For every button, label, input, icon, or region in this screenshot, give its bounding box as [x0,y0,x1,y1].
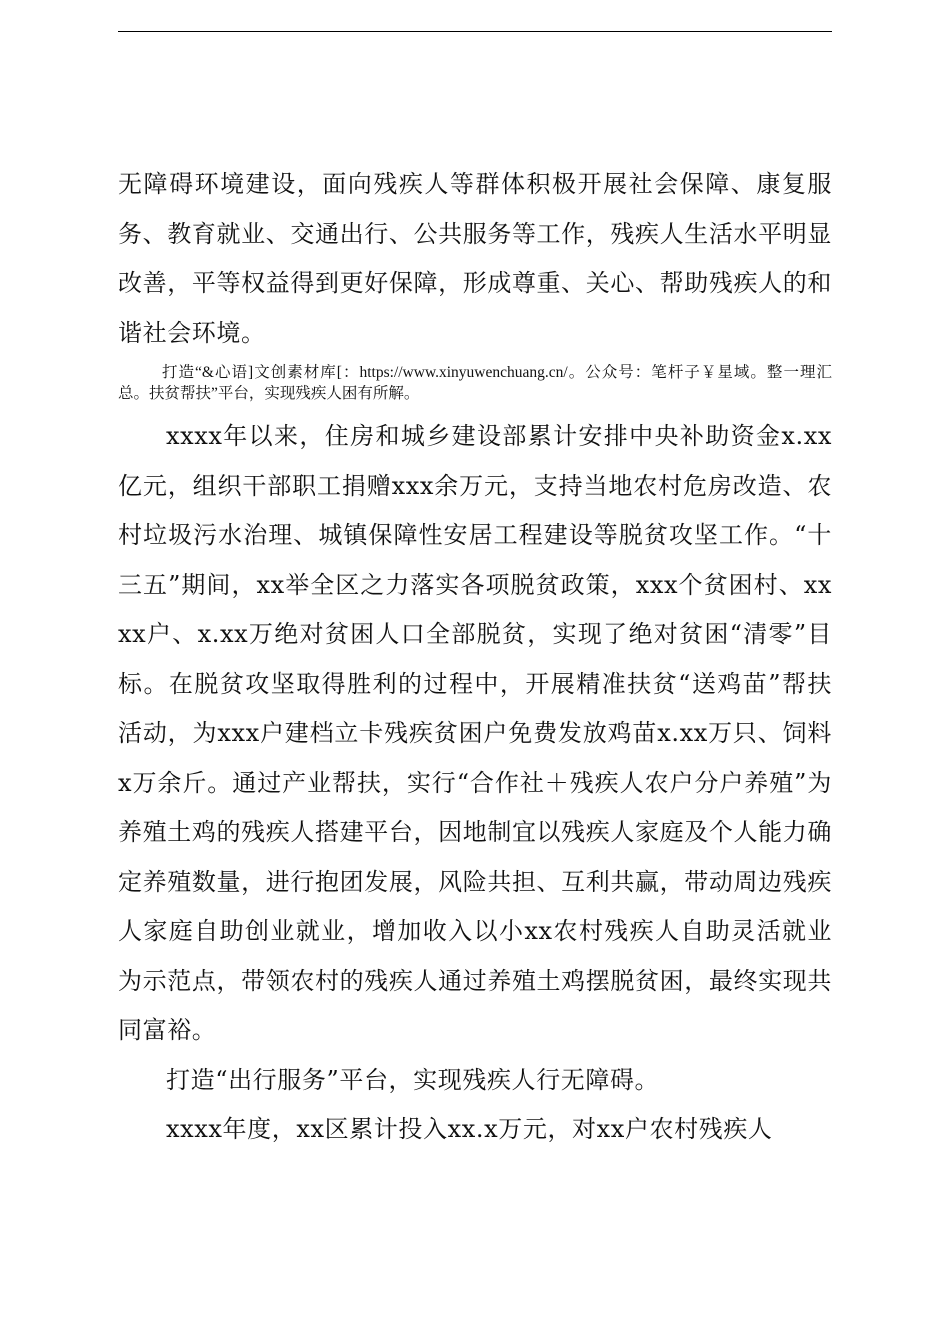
header-rule [118,31,832,32]
section-heading-travel-service: 打造“出行服务”平台，实现残疾人行无障碍。 [166,1065,660,1094]
document-body [118,160,832,1155]
body-paragraph-travel: xxxx年度，xx区累计投入xx.x万元，对xx户农村残疾人 [166,1115,773,1143]
body-paragraph-continued: 无障碍环境建设，面向残疾人等群体积极开展社会保障、康复服务、教育就业、交通出行、公共服务等工作，残疾人生活水平明显改善，平等权益得到更好保障，形成尊重、关心、帮助残疾人的和谐社会环境。 [118,170,832,347]
body-paragraph-poverty-aid: xxxx年以来，住房和城乡建设部累计安排中央补助资金x.xx亿元，组织干部职工捐赠xxx余万元，支持当地农村危房改造、农村垃圾污水治理、城镇保障性安居工程建设等脱贫攻坚工作。“十三五”期间，xx举全区之力落实各项脱贫政策，xxx个贫困村、xxxx户、x.xx万绝对贫困人口全部脱贫，实现了绝对贫困“清零”目标。在脱贫攻坚取得胜利的过程中，开展精准扶贫“送鸡苗”帮扶活动，为xxx户建档立卡残疾贫困户免费发放鸡苗x.xx万只、饲料x万余斤。通过产业帮扶，实行“合作社＋残疾人农户分户养殖”为养殖土鸡的残疾人搭建平台，因地制宜以残疾人家庭及个人能力确定养殖数量，进行抱团发展，风险共担、互利共赢，带动周边残疾人家庭自助创业就业，增加收入以小xx农村残疾人自助灵活就业为示范点，带领农村的残疾人通过养殖土鸡摆脱贫困，最终实现共同富裕。 [118,422,832,1044]
inserted-note: 打造“&心语]文创素材库[：https://www.xinyuwenchuang.cn/。公众号：笔杆子￥星域。整一理汇总。扶贫帮扶”平台，实现残疾人困有所解。 [118,364,832,402]
